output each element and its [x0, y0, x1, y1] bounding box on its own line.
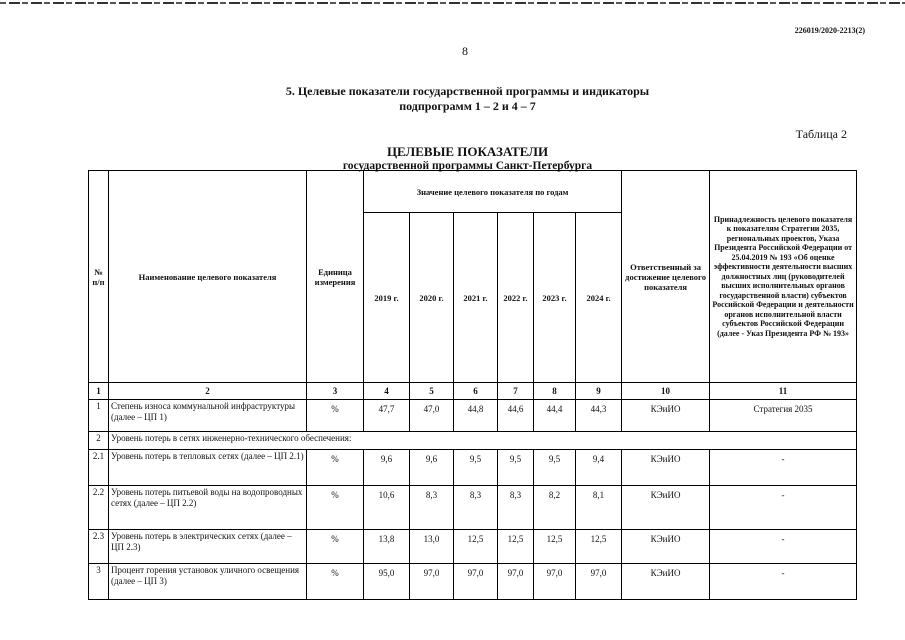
header-year: 2021 г. — [454, 213, 498, 383]
table-title-line2: государственной программы Санкт-Петербурга — [342, 160, 593, 172]
indicator-affiliation: - — [710, 450, 857, 486]
column-number: 7 — [498, 383, 534, 400]
year-value: 9,5 — [534, 450, 576, 486]
table-label: Таблица 2 — [795, 127, 847, 141]
column-number: 3 — [307, 383, 364, 400]
indicator-name: Степень износа коммунальной инфраструктуры (далее – ЦП 1) — [109, 400, 307, 432]
column-number: 9 — [576, 383, 622, 400]
column-number: 11 — [710, 383, 857, 400]
section-title-line2: подпрограмм 1 – 2 и 4 – 7 — [399, 99, 536, 113]
header-responsible: Ответственный за достижение целевого показателя — [622, 171, 710, 383]
table-row — [89, 432, 857, 450]
year-value: 10,6 — [364, 486, 410, 530]
year-value: 97,0 — [454, 564, 498, 600]
column-number: 5 — [410, 383, 454, 400]
indicator-unit: % — [307, 486, 364, 530]
year-value: 12,5 — [576, 530, 622, 564]
header-num: № п/п — [89, 171, 109, 383]
header-name: Наименование целевого показателя — [109, 171, 307, 383]
column-number: 4 — [364, 383, 410, 400]
row-index: 1 — [89, 400, 109, 432]
row-index: 3 — [89, 564, 109, 600]
indicator-affiliation: - — [710, 564, 857, 600]
year-value: 8,2 — [534, 486, 576, 530]
column-number: 10 — [622, 383, 710, 400]
table-row — [89, 564, 857, 600]
section-title — [0, 84, 905, 114]
year-value: 47,7 — [364, 400, 410, 432]
column-number-row — [89, 383, 857, 400]
table-row — [89, 486, 857, 530]
row-index: 2 — [89, 432, 109, 450]
year-value: 8,3 — [454, 486, 498, 530]
year-value: 47,0 — [410, 400, 454, 432]
year-value: 9,5 — [454, 450, 498, 486]
header-year: 2022 г. — [498, 213, 534, 383]
column-number: 1 — [89, 383, 109, 400]
indicator-name: Уровень потерь в электрических сетях (далее – ЦП 2.3) — [109, 530, 307, 564]
year-value: 95,0 — [364, 564, 410, 600]
header-unit: Единица измерения — [307, 171, 364, 383]
indicator-unit: % — [307, 450, 364, 486]
year-value: 8,1 — [576, 486, 622, 530]
table-row — [89, 400, 857, 432]
indicator-name: Процент горения установок уличного освещения (далее – ЦП 3) — [109, 564, 307, 600]
indicator-unit: % — [307, 564, 364, 600]
document-id: 226019/2020-2213(2) — [794, 26, 865, 35]
year-value: 97,0 — [534, 564, 576, 600]
header-year: 2019 г. — [364, 213, 410, 383]
indicator-unit: % — [307, 400, 364, 432]
responsible-body: КЭиИО — [622, 400, 710, 432]
responsible-body: КЭиИО — [622, 564, 710, 600]
year-value: 12,5 — [498, 530, 534, 564]
scan-artifact-line — [0, 2, 905, 4]
header-year: 2024 г. — [576, 213, 622, 383]
year-value: 44,4 — [534, 400, 576, 432]
year-value: 12,5 — [454, 530, 498, 564]
header-year: 2023 г. — [534, 213, 576, 383]
year-value: 8,3 — [498, 486, 534, 530]
table-title-line1: ЦЕЛЕВЫЕ ПОКАЗАТЕЛИ — [386, 144, 549, 159]
header-row-top — [89, 171, 857, 213]
year-value: 44,6 — [498, 400, 534, 432]
group-row-label: Уровень потерь в сетях инженерно-технического обеспечения: — [109, 432, 857, 450]
year-value: 9,6 — [364, 450, 410, 486]
year-value: 9,6 — [410, 450, 454, 486]
table-row — [89, 530, 857, 564]
indicator-name: Уровень потерь питьевой воды на водопроводных сетях (далее – ЦП 2.2) — [109, 486, 307, 530]
header-affiliation: Принадлежность целевого показателя к показателям Стратегии 2035, региональных проектов, Указа Президента Российской Федерации от 25.04.2019 № 193 «Об оценке эффективности деятельности высших должностных лиц (руководителей высших исполнительных органов государственной власти) субъектов Российской Федерации и деятельности органов исполнительной власти субъектов Российской Федерации (далее - Указ Президента РФ № 193» — [710, 171, 857, 383]
indicator-unit: % — [307, 530, 364, 564]
year-value: 13,8 — [364, 530, 410, 564]
indicator-name: Уровень потерь в тепловых сетях (далее – ЦП 2.1) — [109, 450, 307, 486]
row-index: 2.2 — [89, 486, 109, 530]
responsible-body: КЭиИО — [622, 450, 710, 486]
indicator-affiliation: Стратегия 2035 — [710, 400, 857, 432]
year-value: 9,4 — [576, 450, 622, 486]
year-value: 9,5 — [498, 450, 534, 486]
row-index: 2.1 — [89, 450, 109, 486]
row-index: 2.3 — [89, 530, 109, 564]
responsible-body: КЭиИО — [622, 530, 710, 564]
table-row — [89, 450, 857, 486]
year-value: 97,0 — [498, 564, 534, 600]
year-value: 44,8 — [454, 400, 498, 432]
year-value: 97,0 — [576, 564, 622, 600]
indicator-affiliation: - — [710, 486, 857, 530]
indicators-table — [88, 170, 857, 600]
header-value-group: Значение целевого показателя по годам — [364, 171, 622, 213]
responsible-body: КЭиИО — [622, 486, 710, 530]
section-title-line1: 5. Целевые показатели государственной программы и индикаторы — [285, 84, 650, 98]
year-value: 97,0 — [410, 564, 454, 600]
year-value: 12,5 — [534, 530, 576, 564]
column-number: 8 — [534, 383, 576, 400]
header-year: 2020 г. — [410, 213, 454, 383]
year-value: 44,3 — [576, 400, 622, 432]
indicator-affiliation: - — [710, 530, 857, 564]
page-number: 8 — [462, 44, 468, 58]
year-value: 13,0 — [410, 530, 454, 564]
year-value: 8,3 — [410, 486, 454, 530]
column-number: 6 — [454, 383, 498, 400]
column-number: 2 — [109, 383, 307, 400]
